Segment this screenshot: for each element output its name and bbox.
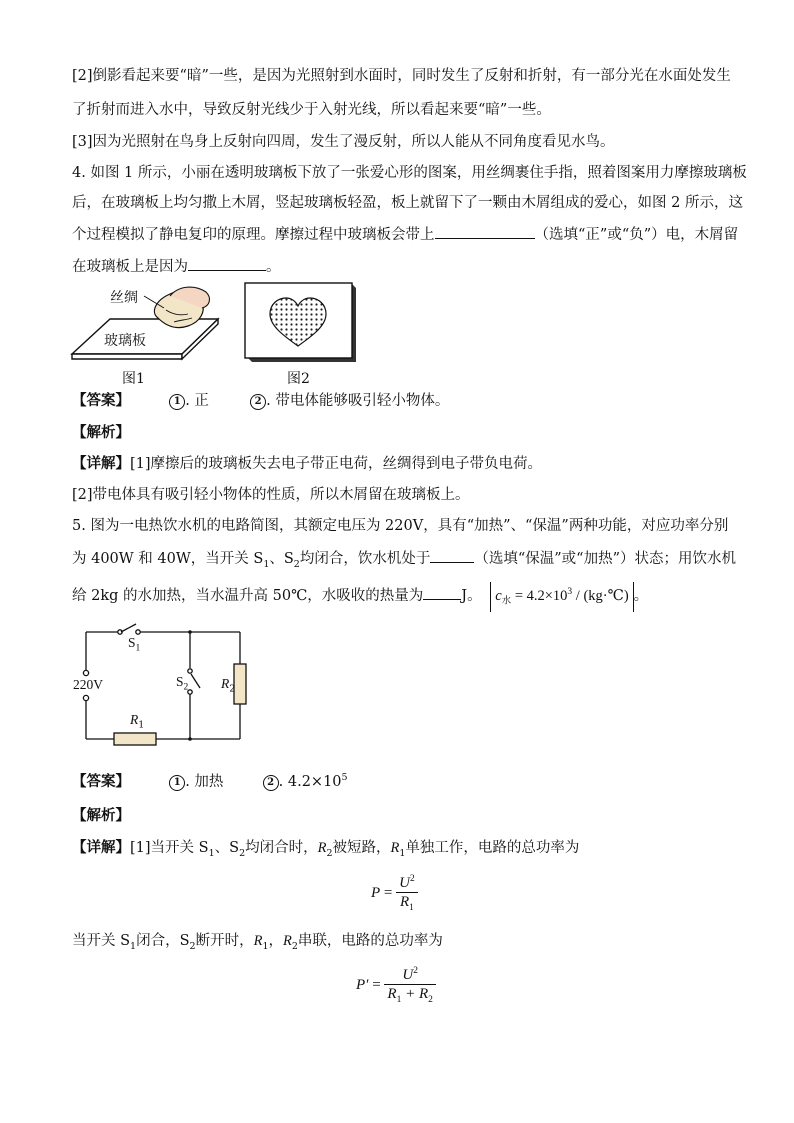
- symbol: R: [253, 933, 263, 949]
- text: 。: [266, 259, 281, 275]
- symbol: R: [390, 840, 400, 856]
- text: 个过程模拟了静电复印的原理。摩擦过程中玻璃板会带上: [72, 227, 435, 243]
- subscript: 1: [135, 643, 141, 654]
- answer-number: 1: [169, 775, 185, 791]
- answer-blank[interactable]: [435, 224, 535, 239]
- silk-label: 丝绸: [110, 290, 138, 306]
- answer-tag: 【答案】: [72, 772, 130, 790]
- subscript: 2: [183, 682, 189, 693]
- symbol: R: [130, 712, 139, 727]
- question-5-line: [72, 548, 736, 575]
- text: 闭合，S: [136, 933, 190, 949]
- fraction: [384, 962, 435, 1009]
- answer-text: . 4.2×10: [278, 773, 342, 790]
- figure-2-caption: 图2: [287, 371, 310, 387]
- subscript: 2: [229, 683, 236, 695]
- text: 均闭合时，: [245, 840, 318, 856]
- question-4-line: [72, 224, 738, 245]
- operator: =: [368, 976, 385, 993]
- detail-tag: 【详解】: [72, 455, 130, 472]
- subscript: 1: [399, 847, 406, 859]
- answer-blank[interactable]: [188, 256, 266, 271]
- equation-power-warming: [356, 962, 436, 1009]
- text: 。: [633, 587, 649, 604]
- subscript: 2: [428, 995, 433, 1005]
- text: （选填“正”或“负”）电，木屑留: [534, 227, 739, 243]
- resistor-r2-label: [221, 676, 235, 695]
- symbol: R: [317, 840, 327, 856]
- specific-heat-bracket: [490, 582, 633, 612]
- symbol: U: [399, 875, 410, 891]
- symbol: U: [402, 967, 414, 983]
- text: 被短路，: [332, 840, 391, 856]
- switch-s2-label: [176, 674, 188, 693]
- subscript: 1: [130, 940, 137, 952]
- question-4-line: 4. 如图 1 所示，小丽在透明玻璃板下放了一张爱心形的图案，用丝绸裹住手指，照着图案用力摩擦玻璃板: [72, 165, 747, 181]
- answer-line: [72, 391, 449, 411]
- symbol: R: [221, 676, 230, 691]
- text-line: [3]因为光照射在鸟身上反射向四周，发生了漫反射，所以人能从不同角度看见水鸟。: [72, 134, 615, 150]
- answer-text: . 加热: [185, 773, 224, 790]
- detail-line: [72, 454, 542, 474]
- detail-line: [72, 838, 579, 864]
- subscript: 2: [326, 847, 333, 859]
- text: 给 2kg 的水加热，当水温升高 50℃，水吸收的热量为: [72, 587, 424, 604]
- switch-s1-label: [128, 635, 140, 654]
- answer-number: 2: [263, 775, 279, 791]
- exponent: 3: [567, 587, 573, 597]
- operator: =: [380, 884, 397, 901]
- detail-tag: 【详解】: [72, 839, 130, 856]
- text: 断开时，: [195, 933, 254, 949]
- unit: / (kg·℃): [572, 587, 629, 604]
- figure-2-heart: [244, 282, 358, 364]
- exponent: 2: [413, 966, 418, 976]
- question-4-line: [72, 256, 281, 277]
- figure-1-caption: 图1: [122, 371, 145, 387]
- answer-tag: 【答案】: [72, 392, 130, 409]
- symbol: R: [399, 894, 410, 910]
- text: 均闭合，饮水机处于: [299, 551, 431, 567]
- equation-power-heating: [371, 870, 418, 917]
- voltage-label: 220V: [73, 677, 103, 692]
- detail-text: [1]摩擦后的玻璃板失去电子带正电荷，丝绸得到电子带负电荷。: [130, 456, 543, 472]
- symbol: + R: [401, 986, 429, 1002]
- question-5-line: [72, 582, 648, 612]
- symbol: S: [128, 635, 136, 650]
- text: 为 400W 和 40W，当开关 S: [72, 551, 264, 567]
- exponent: 5: [341, 772, 348, 783]
- subscript: 2: [291, 940, 298, 952]
- text: 单独工作，电路的总功率为: [405, 840, 580, 856]
- answer-text: . 正: [185, 393, 209, 409]
- subscript: 水: [501, 596, 512, 607]
- symbol: P′: [356, 976, 369, 993]
- symbol: c: [495, 587, 502, 604]
- value: = 4.2×10: [511, 587, 568, 604]
- symbol: R: [387, 986, 397, 1002]
- text: 串联，电路的总功率为: [297, 933, 443, 949]
- text: ，: [268, 933, 283, 949]
- text-line: [2]倒影看起来要“暗”一些，是因为光照射到水面时，同时发生了反射和折射，有一部分光在水面处发生: [72, 68, 731, 84]
- answer-blank[interactable]: [423, 585, 461, 600]
- subscript: 2: [189, 940, 196, 952]
- text: 、S: [269, 551, 294, 567]
- analysis-tag: 【解析】: [72, 807, 130, 824]
- subscript: 2: [293, 558, 300, 570]
- answer-number: 2: [250, 394, 266, 410]
- text: （选填“保温”或“加热”）状态；用饮水机: [474, 551, 736, 567]
- answer-blank[interactable]: [430, 548, 474, 563]
- analysis-tag: 【解析】: [72, 424, 130, 441]
- subscript: 1: [138, 719, 145, 731]
- symbol: R: [282, 933, 292, 949]
- text: [1]当开关 S: [130, 840, 209, 856]
- answer-number: 1: [169, 394, 185, 410]
- text: 当开关 S: [72, 933, 131, 949]
- question-4-line: 后，在玻璃板上均匀撒上木屑，竖起玻璃板轻盈，板上就留下了一颗由木屑组成的爱心，如图 2 所示，这: [72, 195, 743, 211]
- detail-line: [72, 931, 443, 957]
- detail-line: [2]带电体具有吸引轻小物体的性质，所以木屑留在玻璃板上。: [72, 487, 470, 503]
- symbol: S: [176, 674, 184, 689]
- question-5-line: 5. 图为一电热饮水机的电路简图，其额定电压为 220V，具有“加热”、“保温”两种功能，对应功率分别: [72, 518, 729, 534]
- text: J。: [461, 587, 482, 604]
- subscript: 1: [263, 558, 270, 570]
- answer-line: [72, 768, 348, 792]
- answer-text: . 带电体能够吸引轻小物体。: [266, 393, 450, 409]
- exponent: 2: [409, 874, 415, 884]
- resistor-r1-label: [130, 712, 144, 731]
- text: 在玻璃板上是因为: [72, 259, 188, 275]
- text-line: 了折射而进入水中，导致反射光线少于入射光线，所以看起来要“暗”一些。: [72, 102, 551, 118]
- subscript: 1: [262, 940, 269, 952]
- glass-label: 玻璃板: [104, 333, 146, 349]
- subscript: 2: [239, 847, 246, 859]
- subscript: 1: [396, 995, 402, 1005]
- text: 、S: [214, 840, 240, 856]
- symbol: P: [371, 884, 381, 901]
- subscript: 1: [208, 847, 215, 859]
- subscript: 1: [409, 903, 414, 913]
- fraction: [396, 870, 418, 917]
